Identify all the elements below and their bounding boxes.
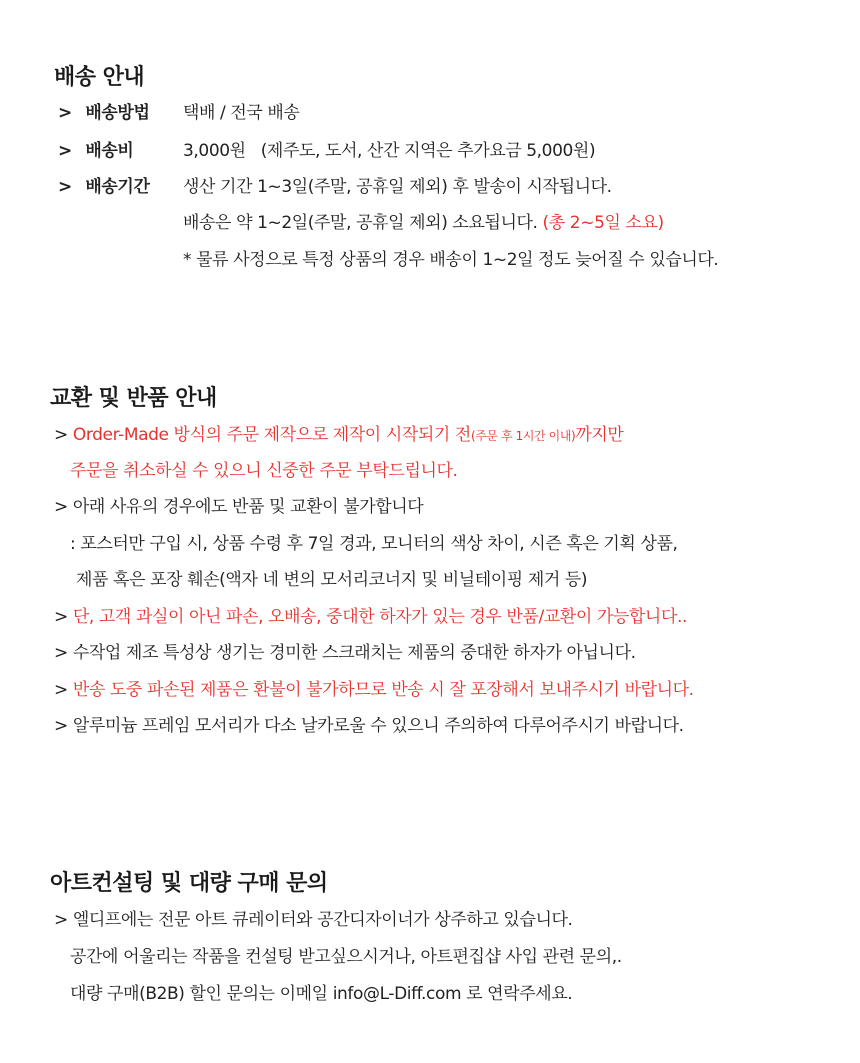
exchange-item-return-damage: [54, 679, 694, 701]
marker: >: [58, 177, 72, 197]
exchange-item-not-allowed: > 아래 사유의 경우에도 반품 및 교환이 불가합니다: [54, 497, 424, 517]
consulting-line3: 대량 구매(B2B) 할인 문의는 이메일 info@L-Diff.com 로 연락주세요.: [70, 984, 573, 1004]
marker: >: [54, 607, 73, 627]
exchange-item-frame-edge: > 알루미늄 프레임 모서리가 다소 날카로울 수 있으니 주의하여 다루어주시기 바랍니다.: [54, 716, 684, 736]
consulting-line2: 공간에 어울리는 작품을 컨설팅 받고싶으시거나, 아트편집샵 사입 관련 문의,.: [70, 947, 622, 967]
return-damage-text: 반송 도중 파손된 제품은 환불이 불가하므로 반송 시 잘 포장해서 보내주시기 바랍니다.: [72, 680, 694, 700]
exchange-title: 교환 및 반품 안내: [50, 386, 217, 411]
order-made-text-end: 까지만: [575, 425, 624, 445]
shipping-method-value: 택배 / 전국 배송: [183, 103, 300, 123]
exchange-item-defect: [54, 606, 687, 628]
marker: >: [54, 425, 73, 445]
marker: >: [54, 680, 73, 700]
delivery-total-note: (총 2~5일 소요): [542, 213, 664, 233]
shipping-period-label: [58, 176, 149, 198]
label-text: 배송기간: [85, 177, 150, 197]
label-text: 배송방법: [85, 103, 150, 123]
shipping-fee-label: [58, 140, 133, 162]
shipping-delivery-note: [183, 212, 664, 234]
shipping-title: 배송 안내: [54, 65, 145, 90]
exchange-item-order-made: [54, 424, 623, 447]
order-made-text: Order-Made 방식의 주문 제작으로 제작이 시작되기 전: [72, 425, 471, 445]
exchange-reasons-line1: : 포스터만 구입 시, 상품 수령 후 7일 경과, 모니터의 색상 차이, 시즌 혹은 기획 상품,: [70, 534, 678, 554]
marker: >: [58, 103, 72, 123]
shipping-method-label: [58, 102, 149, 124]
marker: >: [58, 141, 72, 161]
shipping-fee-value: 3,000원 (제주도, 도서, 산간 지역은 추가요금 5,000원): [183, 141, 596, 161]
consulting-title: 아트컨설팅 및 대량 구매 문의: [50, 871, 328, 896]
shipping-delay-note: * 물류 사정으로 특정 상품의 경우 배송이 1~2일 정도 늦어질 수 있습니다.: [183, 250, 719, 270]
label-text: 배송비: [85, 141, 134, 161]
consulting-line1: > 엘디프에는 전문 아트 큐레이터와 공간디자이너가 상주하고 있습니다.: [54, 910, 573, 930]
exchange-reasons-line2: 제품 혹은 포장 훼손(액자 네 변의 모서리코너지 및 비닐테이핑 제거 등): [76, 570, 588, 590]
exchange-item-scratch: > 수작업 제조 특성상 생기는 경미한 스크래치는 제품의 중대한 하자가 아닙니다.: [54, 643, 636, 663]
order-made-time-note: (주문 후 1시간 이내): [470, 429, 576, 443]
exchange-cancel-note: 주문을 취소하실 수 있으니 신중한 주문 부탁드립니다.: [70, 461, 458, 481]
defect-text: 단, 고객 과실이 아닌 파손, 오배송, 중대한 하자가 있는 경우 반품/교환이 가능합니다..: [72, 607, 687, 627]
delivery-text: 배송은 약 1~2일(주말, 공휴일 제외) 소요됩니다.: [183, 213, 543, 233]
shipping-period-value: 생산 기간 1~3일(주말, 공휴일 제외) 후 발송이 시작됩니다.: [183, 177, 612, 197]
